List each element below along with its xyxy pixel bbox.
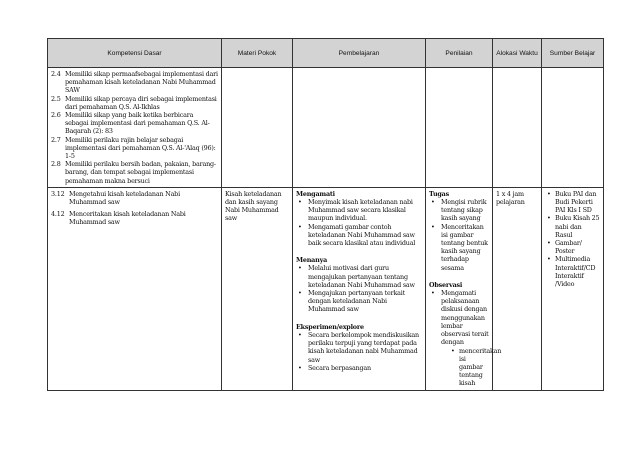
table-row [48, 187, 604, 390]
tugas-list [429, 198, 489, 272]
list-item: • Melalui motivasi dari guru mengajukan pertanyaan tentang keteladanan Nabi Muhammad saw [296, 264, 422, 289]
empty-cell [493, 68, 542, 188]
penilaian-cell [426, 187, 502, 390]
kd-number: 2.8 [51, 160, 61, 169]
sumber-list [545, 190, 600, 288]
list-item: • Secara berpasangan [296, 364, 422, 372]
header-sumber-belajar: Sumber Belajar [542, 39, 604, 68]
kd-number: 2.5 [51, 94, 61, 103]
empty-cell [222, 68, 293, 188]
kd-number: 2.6 [51, 111, 61, 120]
kd-cell-attitudes [48, 68, 222, 188]
sumber-belajar-cell [542, 187, 604, 390]
syllabus-table [47, 38, 604, 391]
kd-item [51, 210, 218, 226]
tugas-title: Tugas [429, 189, 450, 198]
materi-pokok-cell [222, 187, 293, 390]
list-item: • menceritakan isi gambar tentang kisah [449, 347, 489, 388]
kd-item [51, 95, 218, 111]
eksperimen-title: Eksperimen/explore [296, 322, 364, 331]
list-item: • Secara berkelompok mendiskusikan perilaku terpuji yang terdapat pada kisah keteladanan nabi Muhammad saw [296, 331, 422, 364]
mengamati-list [296, 198, 422, 247]
list-item: • Mengamati gambar contoh keteladanan Nabi Muhammad saw baik secara klasikal atau individual [296, 223, 422, 248]
observasi-list [429, 289, 502, 388]
kd-item [51, 190, 218, 206]
kd-number: 2.4 [51, 70, 61, 78]
kd-text: Memiliki sikap permaafsebagai implementasi dari pemahaman kisah keteladanan Nabi Muhammad SAW [65, 70, 218, 95]
observasi-title: Observasi [429, 280, 463, 289]
list-item: • Multimedia Interaktif/CD Interaktif /Video [545, 255, 600, 288]
kd-text: Memiliki perilaku rajin belajar sebagai implementasi dari pemahaman Q.S. Al-'Alaq (96): 1-5 [65, 135, 216, 161]
alokasi-text: 1 x 4 jam pelajaran [496, 189, 525, 207]
header-kompetensi-dasar: Kompetensi Dasar [48, 39, 222, 68]
empty-cell [293, 68, 426, 188]
menanya-title: Menanya [296, 256, 328, 265]
observasi-item-text: Mengamati pelaksanaan diskusi dengan menggunakan lembar observasi terait dengan [441, 289, 489, 347]
list-item: • Buku Kisah 25 nabi dan Rasul [545, 214, 600, 239]
kd-text: Memiliki perilaku bersih badan, pakaian, barang-barang, dan tempat sebagai implementasi pemahaman makna bersuci [65, 160, 216, 185]
kd-cell-knowledge [48, 187, 222, 390]
list-item: • Gambar/ Poster [545, 239, 600, 255]
mengamati-title: Mengamati [296, 189, 335, 198]
observasi-sublist [449, 346, 502, 388]
eksperimen-list [296, 331, 422, 372]
kd-text: Menceritakan kisah keteladanan Nabi Muhammad saw [69, 210, 186, 227]
list-item: • Menyimak kisah keteladanan nabi Muhammad saw secara klasikal maupun individual. [296, 198, 422, 223]
list-item [429, 289, 502, 388]
list-item: • Mengisi rubrik tentang sikap kasih sayang [429, 198, 489, 223]
header-pembelajaran: Pembelajaran [293, 39, 426, 68]
kd-number: 4.12 [51, 210, 65, 219]
pembelajaran-cell [293, 187, 426, 390]
materi-text: Kisah keteladanan dan kasih sayang Nabi Muhammad saw [225, 189, 282, 223]
list-item: • Mengajukan pertanyaan terkait dengan keteladanan Nabi Muhammad saw [296, 289, 422, 314]
kd-item [51, 160, 218, 185]
header-penilaian: Penilaian [426, 39, 493, 68]
empty-cell [542, 68, 604, 188]
kd-item [51, 111, 218, 136]
table-row [48, 68, 604, 188]
menanya-list [296, 264, 422, 313]
header-row [48, 39, 604, 68]
kd-number: 3.12 [51, 189, 65, 198]
kd-number: 2.7 [51, 135, 61, 144]
kd-text: Memiliki sikap percaya diri sebagai implementasi dari pemahaman Q.S. Al-Ikhlas [65, 94, 217, 111]
empty-cell [426, 68, 493, 188]
header-alokasi-waktu: Alokasi Waktu [493, 39, 542, 68]
kd-text: Mengetahui kisah keteladanan Nabi Muhammad saw [69, 189, 180, 207]
list-item: • Menceritakan isi gambar tentang bentuk kasih sayang terhadap sesama [429, 223, 489, 272]
header-materi-pokok: Materi Pokok [222, 39, 293, 68]
kd-item [51, 70, 218, 95]
kd-text: Memiliki sikap yang baik ketika berbicara sebagai implementasi dari pemahaman Q.S. Al-Baqarah (2): 83 [65, 111, 210, 136]
list-item: • Buku PAI dan Budi Pekerti PAI Kls I SD [545, 190, 600, 215]
alokasi-waktu-cell [493, 187, 542, 390]
kd-item [51, 136, 218, 161]
